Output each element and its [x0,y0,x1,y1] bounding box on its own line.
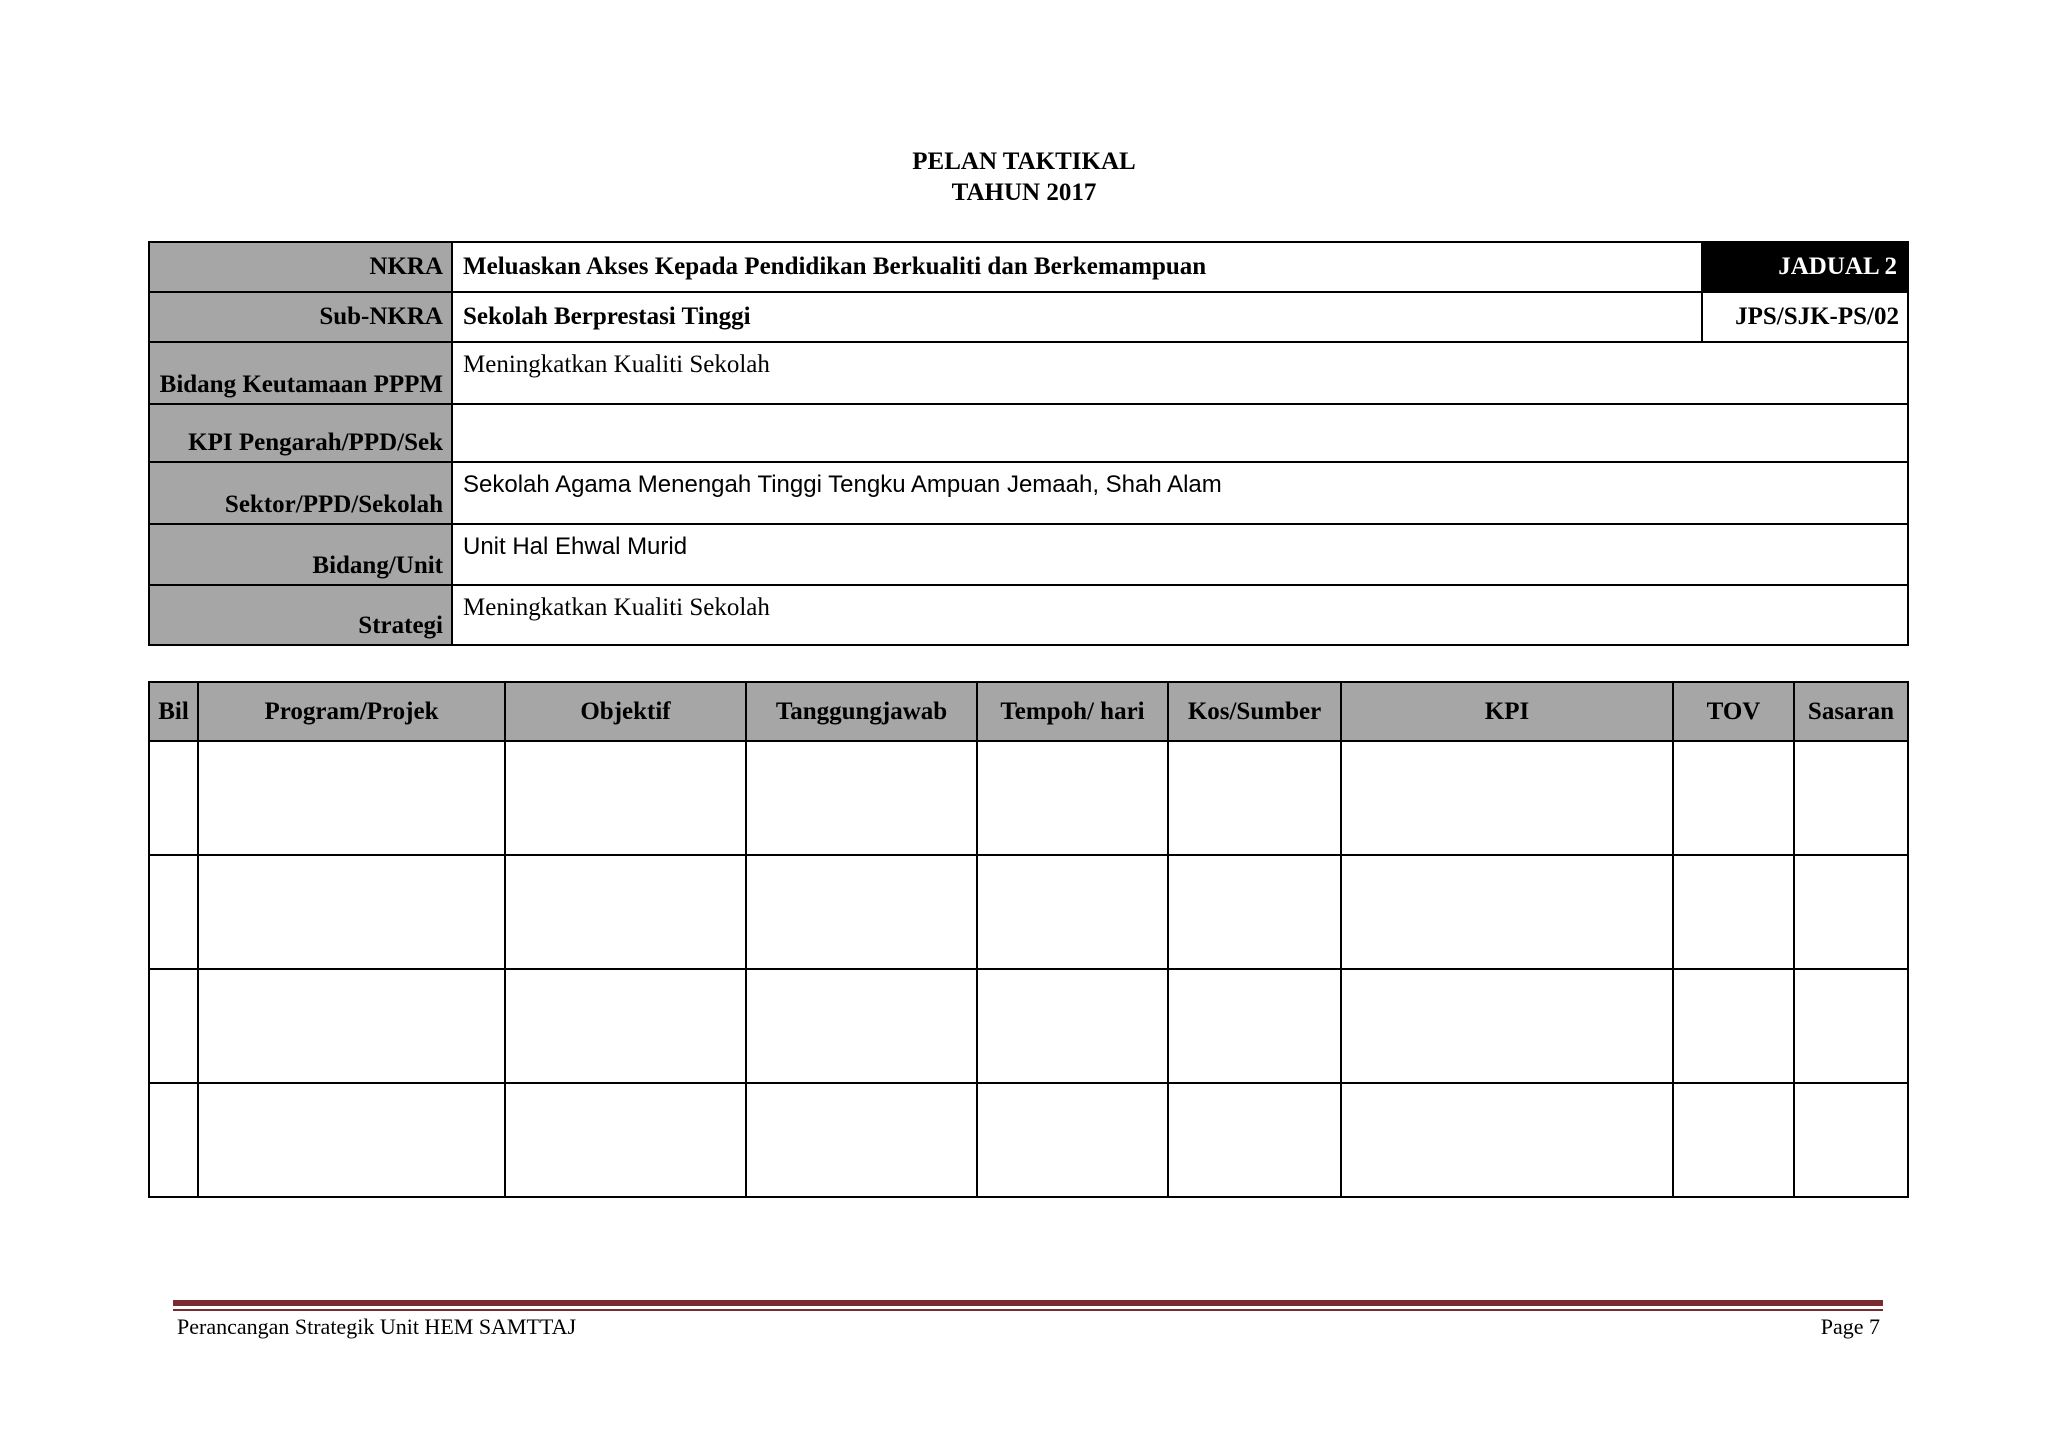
table-cell [977,741,1168,855]
info-row-bidang-unit [149,524,1908,585]
info-row-kpi [149,404,1908,462]
table-cell [1794,741,1908,855]
table-cell [1341,969,1673,1083]
jadual-badge: JADUAL 2 [1702,242,1908,292]
table-cell [1673,969,1794,1083]
table-cell [505,969,746,1083]
kpi-value [452,404,1908,462]
strategi-value: Meningkatkan Kualiti Sekolah [452,585,1908,645]
program-table [148,681,1909,1198]
table-cell [746,1083,977,1197]
table-cell [149,855,198,969]
table-cell [505,741,746,855]
table-row [149,855,1908,969]
column-header-kpi: KPI [1341,682,1673,741]
bidang-keutamaan-value: Meningkatkan Kualiti Sekolah [452,342,1908,404]
column-header-tempoh: Tempoh/ hari [977,682,1168,741]
bidang-keutamaan-label: Bidang Keutamaan PPPM [149,342,452,404]
footer-rule-thick [173,1300,1883,1306]
table-cell [1341,855,1673,969]
table-cell [149,969,198,1083]
subnkra-label: Sub-NKRA [149,292,452,342]
table-cell [1168,855,1341,969]
title-line-1: PELAN TAKTIKAL [912,148,1136,175]
table-cell [198,1083,505,1197]
footer-rule-thin [173,1309,1883,1311]
table-cell [1673,741,1794,855]
table-cell [149,741,198,855]
nkra-label: NKRA [149,242,452,292]
info-row-nkra [149,242,1908,292]
column-header-tov: TOV [1673,682,1794,741]
strategi-label: Strategi [149,585,452,645]
bidang-unit-value: Unit Hal Ehwal Murid [452,524,1908,585]
info-row-strategi [149,585,1908,645]
footer-page-number: Page 7 [1820,1314,1880,1339]
title-line-2: TAHUN 2017 [951,179,1097,206]
table-cell [1168,969,1341,1083]
table-cell [977,969,1168,1083]
column-header-kos: Kos/Sumber [1168,682,1341,741]
table-row [149,1083,1908,1197]
table-cell [1341,1083,1673,1197]
info-table [148,241,1909,646]
table-cell [149,1083,198,1197]
table-cell [746,969,977,1083]
footer-document-name: Perancangan Strategik Unit HEM SAMTTAJ [177,1314,577,1339]
table-cell [505,1083,746,1197]
table-cell [505,855,746,969]
column-header-bil: Bil [149,682,198,741]
table-cell [1168,741,1341,855]
table-cell [1673,855,1794,969]
table-cell [977,1083,1168,1197]
table-cell [1794,855,1908,969]
sektor-label: Sektor/PPD/Sekolah [149,462,452,524]
nkra-value: Meluaskan Akses Kepada Pendidikan Berkualiti dan Berkemampuan [452,242,1702,292]
sektor-value: Sekolah Agama Menengah Tinggi Tengku Ampuan Jemaah, Shah Alam [452,462,1908,524]
table-cell [1794,969,1908,1083]
info-row-bidang-keutamaan [149,342,1908,404]
bidang-unit-label: Bidang/Unit [149,524,452,585]
table-cell [198,969,505,1083]
table-cell [198,741,505,855]
subnkra-value: Sekolah Berprestasi Tinggi [452,292,1702,342]
column-header-sasaran: Sasaran [1794,682,1908,741]
table-cell [198,855,505,969]
document-code: JPS/SJK-PS/02 [1702,292,1908,342]
program-table-header [149,682,1908,741]
info-row-sektor [149,462,1908,524]
table-row [149,741,1908,855]
column-header-objektif: Objektif [505,682,746,741]
kpi-label: KPI Pengarah/PPD/Sek [149,404,452,462]
column-header-program: Program/Projek [198,682,505,741]
table-cell [1673,1083,1794,1197]
page-title [0,146,2048,208]
table-cell [1168,1083,1341,1197]
table-cell [1341,741,1673,855]
column-header-tanggungjawab: Tanggungjawab [746,682,977,741]
table-cell [1794,1083,1908,1197]
table-row [149,969,1908,1083]
table-cell [746,741,977,855]
table-cell [977,855,1168,969]
info-row-subnkra [149,292,1908,342]
table-cell [746,855,977,969]
